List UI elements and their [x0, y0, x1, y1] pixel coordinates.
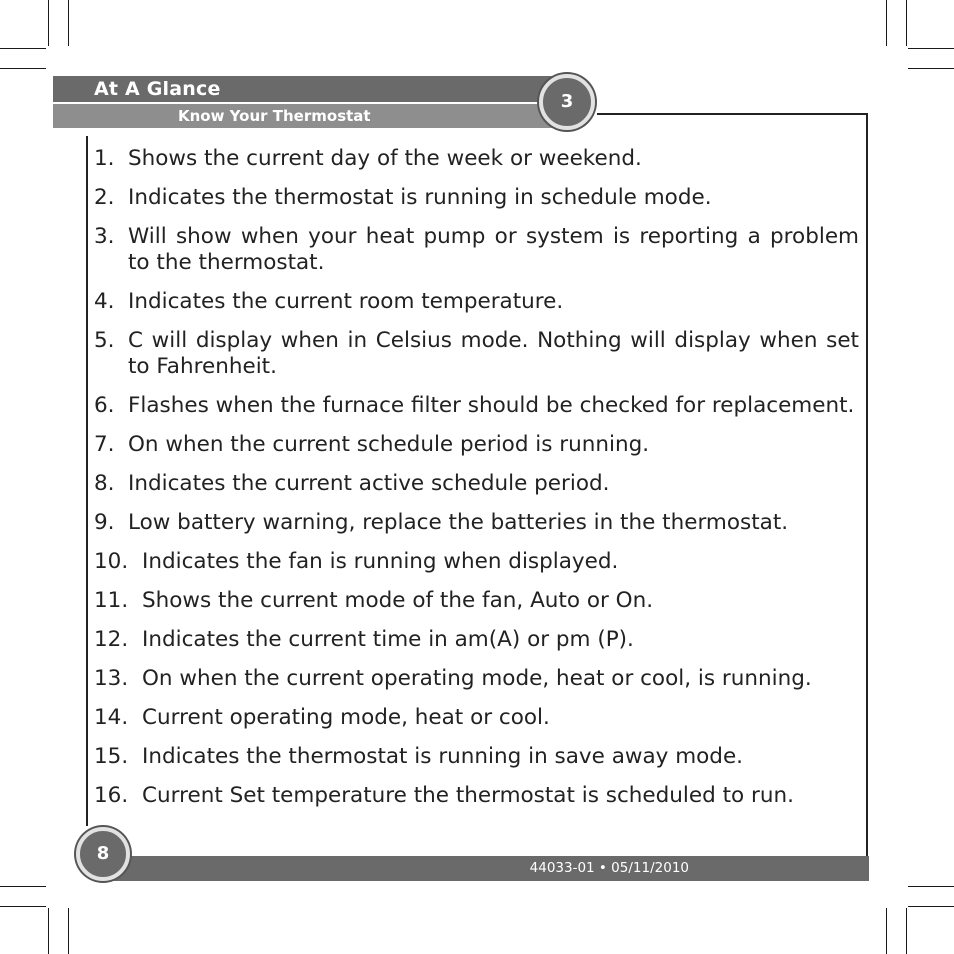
list-number: 15.	[94, 744, 129, 769]
list-text: Indicates the current time in am(A) or pm (P).	[142, 627, 634, 652]
crop-mark	[908, 48, 954, 49]
list-number: 12.	[94, 627, 129, 652]
list-item	[94, 146, 859, 172]
list-item	[94, 783, 859, 809]
list-text: Indicates the current room temperature.	[128, 289, 564, 314]
crop-mark	[886, 0, 887, 46]
list-number: 11.	[94, 588, 129, 613]
crop-mark	[908, 906, 954, 907]
list-item	[94, 224, 859, 276]
list-number: 3.	[94, 224, 115, 249]
list-text: C will display when in Celsius mode. Nothing will display when set to Fahrenheit.	[128, 328, 859, 379]
list-item	[94, 393, 859, 419]
list-text: Indicates the current active schedule period.	[128, 471, 610, 496]
list-item	[94, 328, 859, 380]
list-item	[94, 666, 859, 692]
list-number: 4.	[94, 289, 115, 314]
section-subtitle: Know Your Thermostat	[178, 107, 371, 125]
list-text: Current Set temperature the thermostat is scheduled to run.	[142, 783, 794, 808]
list-item	[94, 705, 859, 731]
crop-mark	[908, 68, 954, 69]
list-number: 13.	[94, 666, 129, 691]
list-text: Shows the current mode of the fan, Auto or On.	[142, 588, 654, 613]
list-text: Will show when your heat pump or system is reporting a problem to the thermostat.	[128, 224, 859, 275]
crop-mark	[48, 0, 49, 46]
list-text: Indicates the fan is running when displayed.	[142, 549, 619, 574]
list-text: Shows the current day of the week or weekend.	[128, 146, 642, 171]
document-code: 44033-01 • 05/11/2010	[529, 860, 689, 876]
frame-line-left	[86, 136, 88, 826]
list-item	[94, 588, 859, 614]
list-number: 10.	[94, 549, 129, 574]
chapter-badge: 3	[539, 74, 595, 130]
list-text: Low battery warning, replace the batteries in the thermostat.	[128, 510, 789, 535]
crop-mark	[68, 908, 69, 954]
list-item	[94, 744, 859, 770]
list-item	[94, 510, 859, 536]
crop-mark	[906, 908, 907, 954]
numbered-list	[94, 140, 859, 809]
list-item	[94, 627, 859, 653]
list-item	[94, 549, 859, 575]
list-number: 7.	[94, 432, 115, 457]
list-number: 1.	[94, 146, 115, 171]
list-text: Indicates the thermostat is running in schedule mode.	[128, 185, 712, 210]
crop-mark	[0, 68, 46, 69]
list-number: 9.	[94, 510, 115, 535]
crop-mark	[886, 908, 887, 954]
crop-mark	[906, 0, 907, 46]
list-number: 14.	[94, 705, 129, 730]
crop-mark	[0, 48, 46, 49]
page-number-badge: 8	[76, 827, 130, 881]
crop-mark	[0, 906, 46, 907]
list-text: Indicates the thermostat is running in save away mode.	[142, 744, 744, 769]
list-text: Current operating mode, heat or cool.	[142, 705, 550, 730]
frame-line-right	[866, 113, 868, 858]
list-number: 8.	[94, 471, 115, 496]
list-number: 16.	[94, 783, 129, 808]
list-item	[94, 185, 859, 211]
list-item	[94, 289, 859, 315]
crop-mark	[48, 908, 49, 954]
list-text: On when the current operating mode, heat or cool, is running.	[142, 666, 812, 691]
list-text: On when the current schedule period is running.	[128, 432, 650, 457]
list-number: 5.	[94, 328, 115, 353]
list-text: Flashes when the furnace filter should be checked for replacement.	[128, 393, 855, 418]
crop-mark	[908, 886, 954, 887]
list-item	[94, 432, 859, 458]
crop-mark	[68, 0, 69, 46]
crop-mark	[0, 886, 46, 887]
list-number: 6.	[94, 393, 115, 418]
frame-line-top	[597, 113, 868, 115]
list-number: 2.	[94, 185, 115, 210]
list-item	[94, 471, 859, 497]
section-title: At A Glance	[94, 78, 221, 100]
